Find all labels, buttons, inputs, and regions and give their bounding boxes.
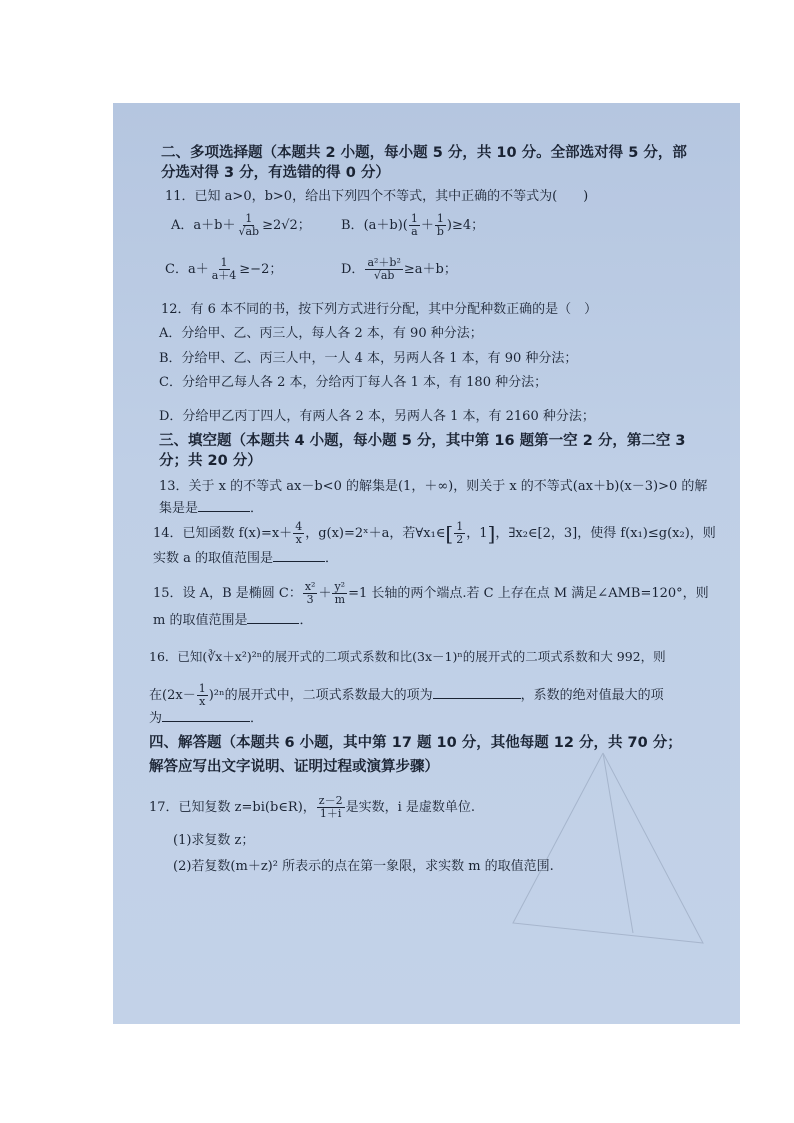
section-3-heading-line2: 分；共 20 分）	[159, 453, 262, 469]
q11-d-post: ≥a＋b；	[403, 262, 457, 277]
q16-answer-blank-2[interactable]	[162, 707, 250, 722]
q15-frac2	[332, 581, 347, 606]
q14-bracket-fraction	[454, 521, 465, 546]
q12-stem: 12．有 6 本不同的书，按下列方式进行分配，其中分配种数正确的是（ ）	[161, 302, 598, 317]
q11-option-a	[171, 213, 311, 238]
q14-bracket-num: 1	[456, 520, 464, 533]
q15-line2-post: ．	[299, 613, 313, 628]
q11-d-num: a²＋b²	[367, 256, 401, 269]
q16-expr-b: )²ⁿ	[208, 688, 225, 703]
q11-b-n1: 1	[410, 212, 418, 225]
q11-option-d	[341, 257, 457, 282]
q13-line2-post: ．	[250, 501, 264, 516]
q11-a-pre: a＋b＋	[193, 218, 236, 233]
q11-b-post: )≥4；	[446, 218, 485, 233]
q11-c-pre: a＋	[187, 262, 209, 277]
q15-answer-blank[interactable]	[247, 609, 299, 624]
q17-num: z－2	[318, 794, 343, 807]
exam-page	[113, 103, 740, 1024]
q14-fraction	[293, 521, 304, 546]
section-3-heading-line1: 三、填空题（本题共 4 小题，每小题 5 分，其中第 16 题第一空 2 分，第二空 3	[159, 433, 686, 449]
q11-a-post: ≥2√2；	[262, 218, 311, 233]
q16-line2-pre: 在	[149, 688, 163, 703]
q15-line1	[153, 581, 709, 606]
q17-part1: (1)求复数 z；	[173, 833, 255, 848]
q14-line2-post: ．	[325, 551, 339, 566]
q12-option-d: D．分给甲乙丙丁四人，有两人各 2 本，另两人各 1 本，有 2160 种分法；	[159, 409, 595, 424]
q11-b-label: B．	[341, 218, 364, 233]
section-4-heading-line1: 四、解答题（本题共 6 小题，其中第 17 题 10 分，其他每题 12 分，共 70 分；	[149, 735, 682, 751]
q16-line2	[149, 683, 664, 708]
q11-a-fraction	[236, 213, 261, 238]
q16-line2-post: ，系数的绝对值最大的项	[520, 688, 664, 703]
q15-frac1	[303, 581, 318, 606]
q13-answer-blank[interactable]	[198, 497, 250, 512]
q17-part2: (2)若复数(m＋z)² 所表示的点在第一象限，求实数 m 的取值范围.	[173, 859, 554, 874]
q16-den: x	[199, 695, 206, 708]
q14-post: ，∃x₂∈[2，3]，使得 f(x₁)≤g(x₂)，则	[495, 526, 716, 541]
q11-c-den: a＋4	[211, 269, 237, 282]
q11-option-c	[165, 257, 282, 282]
q11-b-n2: 1	[436, 212, 444, 225]
q11-d-den: √ab	[373, 269, 395, 282]
q16-line3	[149, 707, 263, 729]
q15-d1: 3	[306, 593, 314, 606]
q17-stem	[149, 795, 475, 820]
q12-option-b: B．分给甲、乙、丙三人中，一人 4 本，另两人各 1 本，有 90 种分法；	[159, 351, 578, 366]
q15-post: =1 长轴的两个端点.若 C 上存在点 M 满足∠AMB=120°，则	[348, 586, 709, 601]
q11-b-pre: (a＋b)(	[363, 218, 408, 233]
q15-n1: x²	[304, 580, 316, 593]
q14-pre: 14．已知函数 f(x)=x＋	[153, 526, 293, 541]
section-2-heading-line1: 二、多项选择题（本题共 2 小题，每小题 5 分，共 10 分。全部选对得 5 分，部	[161, 145, 687, 161]
q14-answer-blank[interactable]	[273, 547, 325, 562]
q11-option-b	[341, 213, 484, 238]
q15-line2	[153, 609, 312, 631]
q15-n2: y²	[334, 580, 346, 593]
q11-b-d1: a	[411, 225, 418, 238]
q16-line3-pre: 为	[149, 711, 163, 726]
q16-line2-mid: 的展开式中，二项式系数最大的项为	[224, 688, 433, 703]
q14-line2	[153, 547, 338, 569]
q15-plus: ＋	[318, 586, 332, 601]
q11-a-label: A．	[171, 218, 194, 233]
q11-c-num: 1	[220, 256, 228, 269]
q13-line1: 13．关于 x 的不等式 ax－b<0 的解集是(1，＋∞)，则关于 x 的不等式(ax＋b)(x－3)>0 的解	[159, 479, 708, 494]
q17-pre: 17．已知复数 z=bi(b∈R)，	[149, 800, 316, 815]
q14-den: x	[295, 533, 302, 546]
bleed-through-triangle	[483, 743, 723, 963]
q16-fraction	[197, 683, 208, 708]
q14-num: 4	[295, 520, 303, 533]
q12-option-a: A．分给甲、乙、丙三人，每人各 2 本，有 90 种分法；	[159, 326, 483, 341]
q11-stem: 11．已知 a>0，b>0，给出下列四个不等式，其中正确的不等式为( )	[165, 189, 589, 204]
q15-line2-pre: m 的取值范围是	[153, 613, 248, 628]
q11-c-post: ≥−2；	[239, 262, 283, 277]
q11-d-fraction	[365, 257, 402, 282]
section-4-heading-line2: 解答应写出文字说明、证明过程或演算步骤）	[149, 759, 439, 775]
q16-num: 1	[198, 682, 206, 695]
q13-line2	[159, 497, 263, 519]
q11-b-mid: ＋	[420, 218, 434, 233]
q14-bracket-post: ，1	[466, 526, 488, 541]
q12-option-c: C．分给甲乙每人各 2 本，分给丙丁每人各 1 本，有 180 种分法；	[159, 375, 548, 390]
q11-b-frac2	[435, 213, 446, 238]
q17-post: 是实数，i 是虚数单位.	[345, 800, 476, 815]
q17-den: 1＋i	[319, 807, 342, 820]
q14-line1	[153, 521, 716, 546]
q11-d-label: D．	[341, 262, 365, 277]
q14-line2-pre: 实数 a 的取值范围是	[153, 551, 274, 566]
q17-fraction	[317, 795, 345, 820]
q16-line1: 16．已知(∛x＋x²)²ⁿ的展开式的二项式系数和比(3x－1)ⁿ的展开式的二项式系数和大 992，则	[149, 649, 666, 664]
section-2-heading-line2: 分选对得 3 分，有选错的得 0 分）	[161, 165, 390, 181]
q14-left-bracket: [	[445, 521, 454, 546]
q11-b-d2: b	[436, 225, 444, 238]
q11-c-fraction	[210, 257, 239, 282]
q11-c-label: C．	[165, 262, 188, 277]
q11-b-frac1	[409, 213, 420, 238]
q15-pre: 15．设 A，B 是椭圆 C：	[153, 586, 302, 601]
q14-bracket-den: 2	[456, 533, 464, 546]
q13-line2-pre: 集是是	[159, 501, 199, 516]
q11-a-num: 1	[245, 212, 253, 225]
q11-a-den: √ab	[238, 225, 260, 238]
q16-line3-post: ．	[250, 711, 264, 726]
q14-mid: ，g(x)=2ˣ＋a，若∀x₁∈	[305, 526, 446, 541]
q15-d2: m	[334, 593, 345, 606]
q16-answer-blank-1[interactable]	[433, 684, 521, 699]
q14-right-bracket: ]	[487, 521, 496, 546]
q16-expr-a: (2x－	[162, 688, 196, 703]
